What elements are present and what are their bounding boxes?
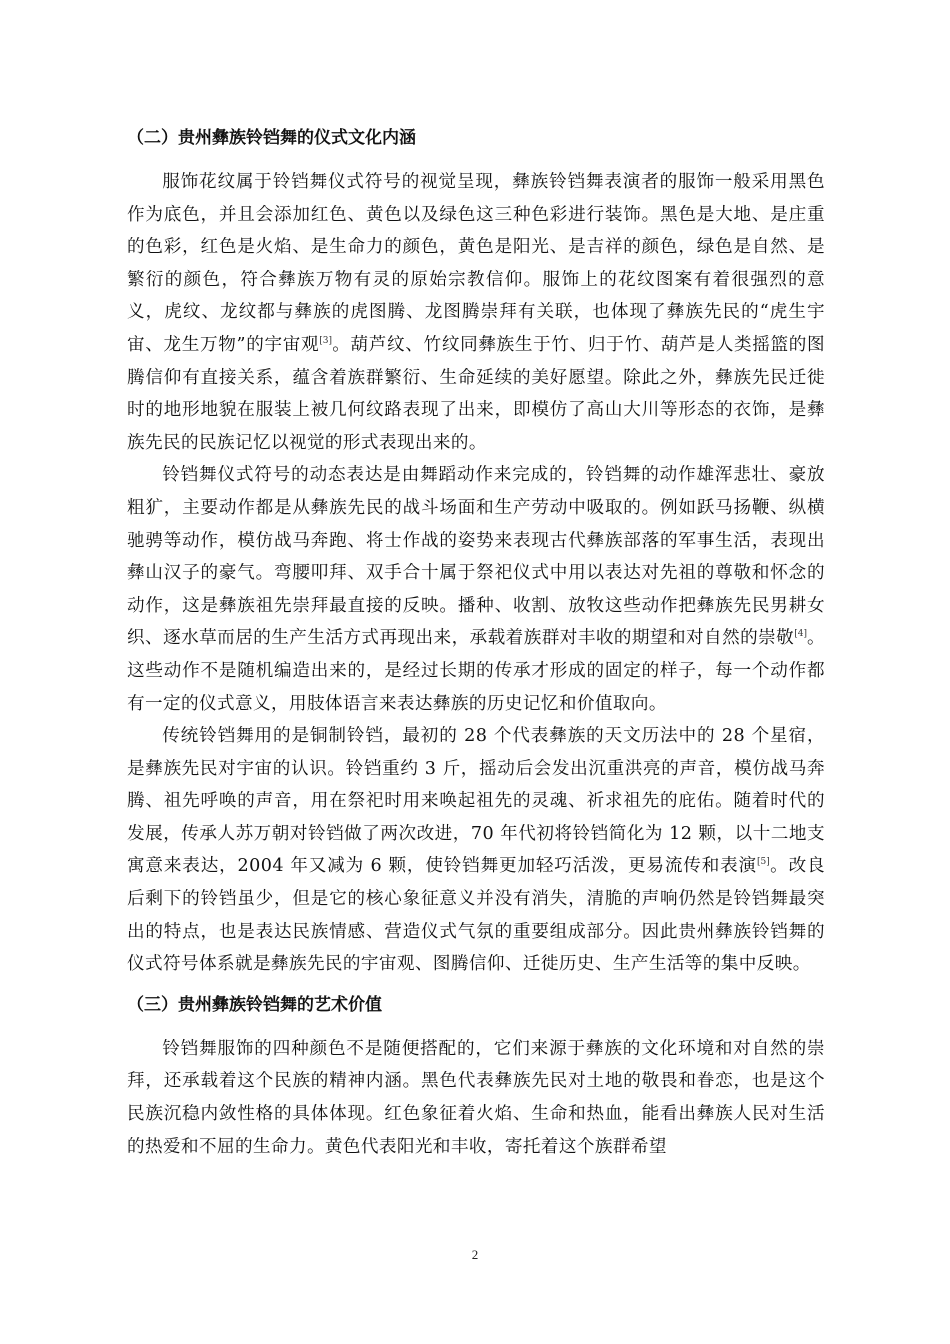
citation-ref[interactable]: [5] [756,857,770,868]
paragraph-text: 传统铃铛舞用的是铜制铃铛，最初的 28 个代表彝族的天文历法中的 28 个星宿，是彝族先民对宇宙的认识。铃铛重约 3 斤，摇动后会发出沉重洪亮的声音，模仿战马奔腾、祖先呼唤的声音，用在祭祀时用来唤起祖先的灵魂、祈求祖先的庇佑。随着时代的发展，传承人苏万朝对铃铛做了两次改进，70 年代初将铃铛简化为 12 颗，以十二地支寓意来表达，2004 年又减为 6 颗，使铃铛舞更加轻巧活泼，更易流传和表演 [127,726,825,877]
page-number: 2 [471,1247,479,1262]
section-heading-artistic-value: （三）贵州彝族铃铛舞的艺术价值 [127,994,382,1015]
paragraph-text: 服饰花纹属于铃铛舞仪式符号的视觉呈现，彝族铃铛舞表演者的服饰一般采用黑色作为底色，并且会添加红色、黄色以及绿色这三种色彩进行装饰。黑色是大地、是庄重的色彩，红色是火焰、是生命力的颜色，黄色是阳光、是吉祥的颜色，绿色是自然、是繁衍的颜色，符合彝族万物有灵的原始宗教信仰。服饰上的花纹图案有着很强烈的意义，虎纹、龙纹都与彝族的虎图腾、龙图腾崇拜有关联，也体现了彝族先民的“虎生宇宙、龙生万物”的宇宙观 [127,172,825,355]
document-body [127,118,825,1163]
paragraph-text: 。葫芦纹、竹纹同彝族生于竹、归于竹、葫芦是人类摇篮的图腾信仰有直接关系，蕴含着族群繁衍、生命延续的美好愿望。除此之外，彝族先民迁徙时的地形地貌在服装上被几何纹路表现了出来，即模仿了高山大川等形态的衣饰，是彝族先民的民族记忆以视觉的形式表现出来的。 [127,334,825,453]
paragraph-costume-patterns [127,166,825,459]
paragraph-dance-movements [127,459,825,720]
paragraph-text: 。改良后剩下的铃铛虽少，但是它的核心象征意义并没有消失，清脆的声响仍然是铃铛舞最突出的特点，也是表达民族情感、营造仪式气氛的重要组成部分。因此贵州彝族铃铛舞的仪式符号体系就是彝族先民的宇宙观、图腾信仰、迁徙历史、生产生活等的集中反映。 [127,856,826,975]
paragraph-text: 铃铛舞服饰的四种颜色不是随便搭配的，它们来源于彝族的文化环境和对自然的崇拜，还承载着这个民族的精神内涵。黑色代表彝族先民对土地的敬畏和眷恋，也是这个民族沉稳内敛性格的具体体现。红色象征着火焰、生命和热血，能看出彝族人民对生活的热爱和不屈的生命力。黄色代表阳光和丰收，寄托着这个族群希望 [127,1038,825,1157]
section-heading-ritual-culture: （二）贵州彝族铃铛舞的仪式文化内涵 [127,128,416,148]
paragraph-text: 。这些动作不是随机编造出来的，是经过长期的传承才形成的固定的样子，每一个动作都有一定的仪式意义，用肢体语言来表达彝族的历史记忆和价值取向。 [127,628,825,714]
paragraph-costume-colors [127,1033,825,1163]
paragraph-bells [127,720,825,981]
citation-ref[interactable]: [4] [794,629,807,640]
paragraph-text: 铃铛舞仪式符号的动态表达是由舞蹈动作来完成的，铃铛舞的动作雄浑悲壮、豪放粗犷，主要动作都是从彝族先民的战斗场面和生产劳动中吸取的。例如跃马扬鞭、纵横驰骋等动作，模仿战马奔跑、将士作战的姿势来表现古代彝族部落的军事生活，表现出彝山汉子的豪气。弯腰叩拜、双手合十属于祭祀仪式中用以表达对先祖的尊敬和怀念的动作，这是彝族祖先崇拜最直接的反映。播种、收割、放牧这些动作把彝族先民男耕女织、逐水草而居的生产生活方式再现出来，承载着族群对丰收的期望和对自然的崇敬 [127,465,825,649]
citation-ref[interactable]: [3] [319,335,332,346]
